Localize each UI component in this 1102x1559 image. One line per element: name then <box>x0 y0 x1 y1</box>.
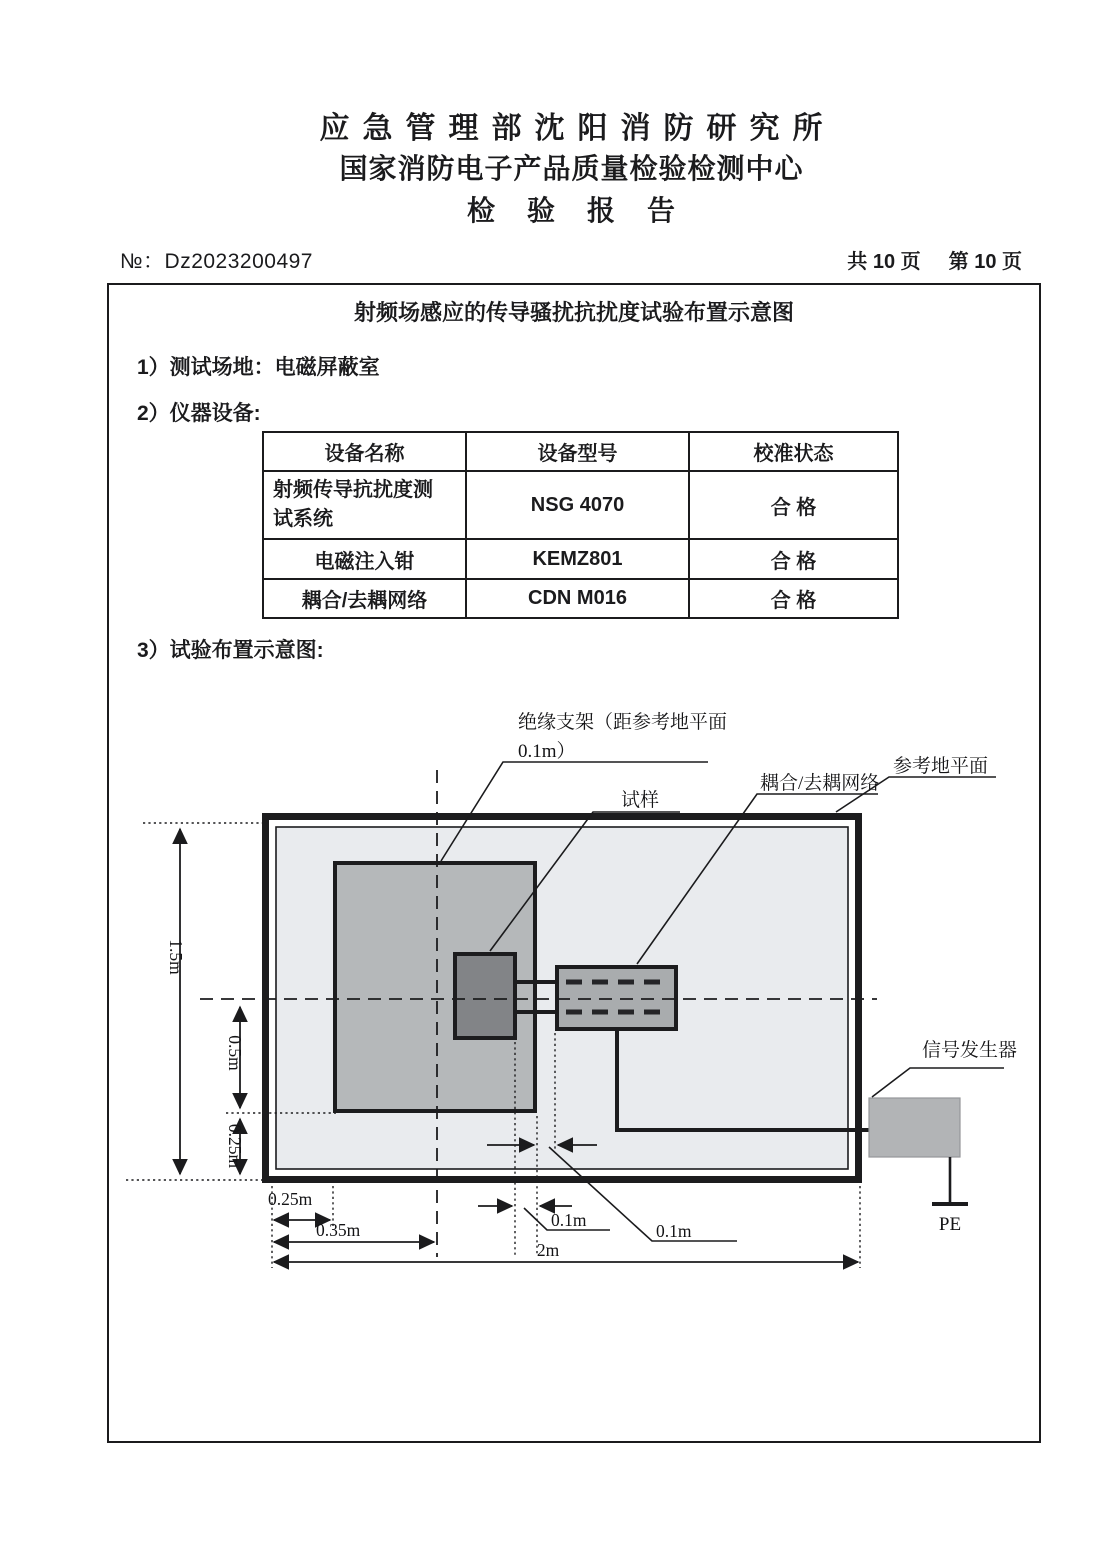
dim-label-0-25m-left: 0.25m <box>225 1123 245 1169</box>
dim-label-0-25m-bottom: 0.25m <box>268 1189 313 1209</box>
dim-label-0-1m-inner: 0.1m <box>656 1221 692 1241</box>
total-pages: 共 10 页 <box>847 251 921 273</box>
signal-generator-label: 信号发生器 <box>922 1040 1018 1061</box>
insulating-support-label-line2: 0.1m） <box>518 741 576 762</box>
table-row <box>263 471 898 539</box>
item-equipment: 2）仪器设备: <box>137 402 261 425</box>
cell-device-name: 电磁注入钳 <box>263 539 466 579</box>
coupling-network-box <box>557 967 676 1029</box>
dim-label-0-5m: 0.5m <box>225 1035 245 1071</box>
dim-label-2m: 2m <box>536 1240 560 1260</box>
cell-device-model: NSG 4070 <box>466 471 689 539</box>
cell-device-model: CDN M016 <box>466 579 689 618</box>
org-name-line1: 应急管理部沈阳消防研究所 <box>319 112 836 145</box>
leader-signal-generator <box>872 1068 1004 1097</box>
report-number-label: №： <box>120 250 165 273</box>
page-indicator <box>847 245 1022 274</box>
col-header-calibration-status: 校准状态 <box>689 432 898 471</box>
cell-calibration-status: 合 格 <box>689 539 898 579</box>
insulating-support-label-line1: 绝缘支架（距参考地平面 <box>518 712 728 733</box>
cell-device-name: 耦合/去耦网络 <box>263 579 466 618</box>
test-sample-box <box>455 954 515 1038</box>
col-header-device-name: 设备名称 <box>263 432 466 471</box>
item-test-site: 1）测试场地：电磁屏蔽室 <box>137 356 380 379</box>
ground-plane-label: 参考地平面 <box>893 756 989 777</box>
col-header-device-model: 设备型号 <box>466 432 689 471</box>
cell-device-model: KEMZ801 <box>466 539 689 579</box>
cell-calibration-status: 合 格 <box>689 471 898 539</box>
signal-generator-box <box>869 1098 960 1157</box>
report-title: 检验报告 <box>466 195 707 226</box>
table-row <box>263 539 898 579</box>
cell-device-name: 射频传导抗扰度测试系统 <box>263 471 466 539</box>
sample-label: 试样 <box>621 790 660 811</box>
table-header-row <box>263 432 898 471</box>
dim-label-1-5m: 1.5m <box>166 939 186 975</box>
current-page: 第 10 页 <box>948 251 1022 273</box>
equipment-table <box>262 431 899 619</box>
report-number <box>120 245 313 275</box>
org-name-line2: 国家消防电子产品质量检验检测中心 <box>339 153 804 184</box>
dim-label-0-1m-outer: 0.1m <box>551 1210 587 1230</box>
table-row <box>263 579 898 618</box>
test-setup-diagram <box>0 690 1102 1330</box>
diagram-title: 射频场感应的传导骚扰抗扰度试验布置示意图 <box>353 300 794 325</box>
coupling-network-label: 耦合/去耦网络 <box>760 773 880 794</box>
dim-label-0-35m: 0.35m <box>316 1220 361 1240</box>
cell-calibration-status: 合 格 <box>689 579 898 618</box>
item-layout: 3）试验布置示意图: <box>137 639 324 662</box>
report-number-value: Dz2023200497 <box>164 250 313 273</box>
pe-label: PE <box>938 1214 962 1235</box>
